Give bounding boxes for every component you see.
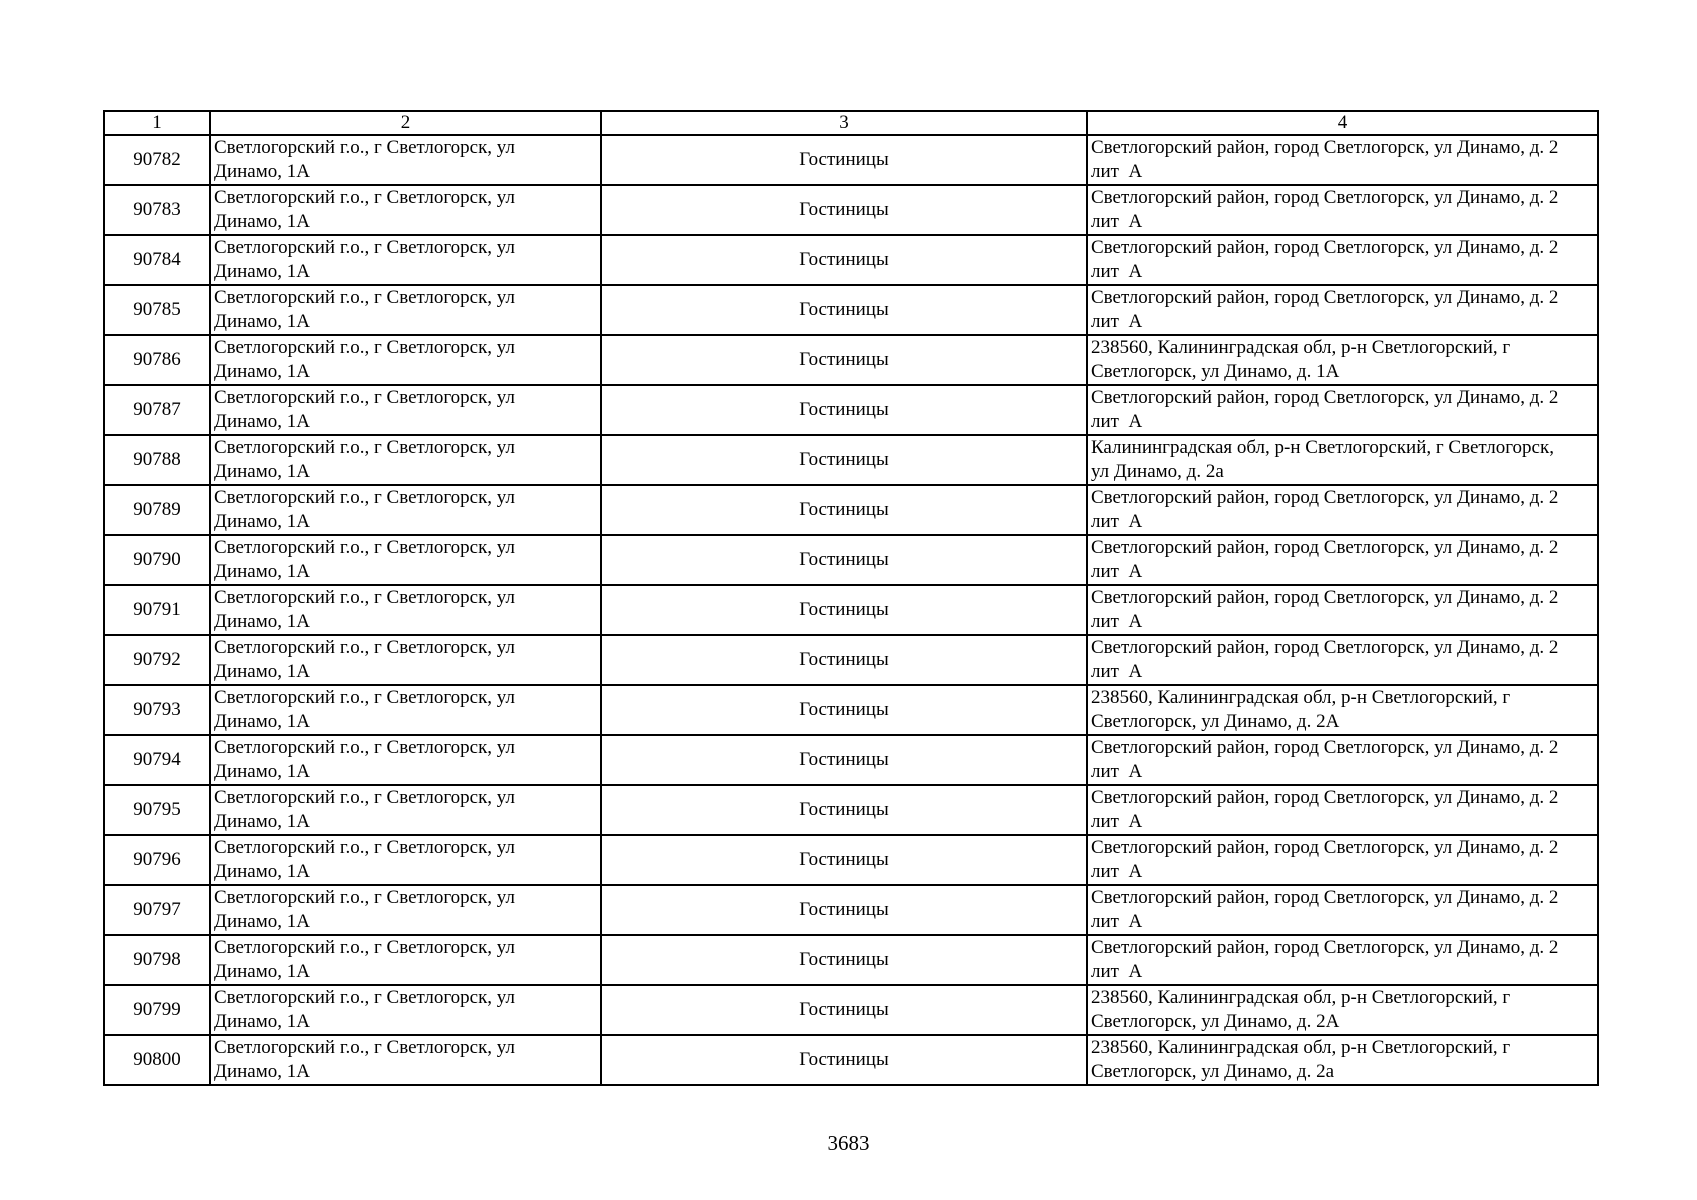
- row-number: 90794: [104, 735, 210, 785]
- location-cell: Светлогорский г.о., г Светлогорск, ул Динамо, 1А: [210, 935, 601, 985]
- category-cell: Гостиницы: [601, 135, 1087, 185]
- row-number: 90790: [104, 535, 210, 585]
- row-number: 90798: [104, 935, 210, 985]
- category-cell: Гостиницы: [601, 485, 1087, 535]
- location-cell: Светлогорский г.о., г Светлогорск, ул Динамо, 1А: [210, 1035, 601, 1085]
- address-cell: Светлогорский район, город Светлогорск, ул Динамо, д. 2 лит А: [1087, 485, 1598, 535]
- row-number: 90792: [104, 635, 210, 685]
- category-cell: Гостиницы: [601, 235, 1087, 285]
- row-number: 90783: [104, 185, 210, 235]
- category-cell: Гостиницы: [601, 285, 1087, 335]
- address-cell: Светлогорский район, город Светлогорск, ул Динамо, д. 2 лит А: [1087, 835, 1598, 885]
- location-cell: Светлогорский г.о., г Светлогорск, ул Динамо, 1А: [210, 785, 601, 835]
- table-header: [104, 111, 1598, 135]
- row-number: 90789: [104, 485, 210, 535]
- category-cell: Гостиницы: [601, 985, 1087, 1035]
- category-cell: Гостиницы: [601, 685, 1087, 735]
- registry-table: [103, 110, 1599, 1086]
- row-number: 90796: [104, 835, 210, 885]
- row-number: 90784: [104, 235, 210, 285]
- location-cell: Светлогорский г.о., г Светлогорск, ул Динамо, 1А: [210, 285, 601, 335]
- address-cell: Светлогорский район, город Светлогорск, ул Динамо, д. 2 лит А: [1087, 935, 1598, 985]
- row-number: 90787: [104, 385, 210, 435]
- location-cell: Светлогорский г.о., г Светлогорск, ул Динамо, 1А: [210, 435, 601, 485]
- table-row: [104, 635, 1598, 685]
- table-row: [104, 285, 1598, 335]
- row-number: 90797: [104, 885, 210, 935]
- table-row: [104, 735, 1598, 785]
- location-cell: Светлогорский г.о., г Светлогорск, ул Динамо, 1А: [210, 635, 601, 685]
- location-cell: Светлогорский г.о., г Светлогорск, ул Динамо, 1А: [210, 485, 601, 535]
- address-cell: Светлогорский район, город Светлогорск, ул Динамо, д. 2 лит А: [1087, 585, 1598, 635]
- table-row: [104, 1035, 1598, 1085]
- category-cell: Гостиницы: [601, 435, 1087, 485]
- table-row: [104, 185, 1598, 235]
- address-cell: 238560, Калининградская обл, р-н Светлогорский, г Светлогорск, ул Динамо, д. 1А: [1087, 335, 1598, 385]
- table-row: [104, 135, 1598, 185]
- location-cell: Светлогорский г.о., г Светлогорск, ул Динамо, 1А: [210, 835, 601, 885]
- address-cell: Светлогорский район, город Светлогорск, ул Динамо, д. 2 лит А: [1087, 885, 1598, 935]
- address-cell: Светлогорский район, город Светлогорск, ул Динамо, д. 2 лит А: [1087, 385, 1598, 435]
- location-cell: Светлогорский г.о., г Светлогорск, ул Динамо, 1А: [210, 235, 601, 285]
- location-cell: Светлогорский г.о., г Светлогорск, ул Динамо, 1А: [210, 185, 601, 235]
- column-header-4: 4: [1087, 111, 1598, 135]
- location-cell: Светлогорский г.о., г Светлогорск, ул Динамо, 1А: [210, 985, 601, 1035]
- category-cell: Гостиницы: [601, 835, 1087, 885]
- location-cell: Светлогорский г.о., г Светлогорск, ул Динамо, 1А: [210, 385, 601, 435]
- location-cell: Светлогорский г.о., г Светлогорск, ул Динамо, 1А: [210, 335, 601, 385]
- column-header-3: 3: [601, 111, 1087, 135]
- page-number: 3683: [827, 1131, 870, 1155]
- category-cell: Гостиницы: [601, 585, 1087, 635]
- address-cell: Светлогорский район, город Светлогорск, ул Динамо, д. 2 лит А: [1087, 535, 1598, 585]
- location-cell: Светлогорский г.о., г Светлогорск, ул Динамо, 1А: [210, 685, 601, 735]
- category-cell: Гостиницы: [601, 1035, 1087, 1085]
- address-cell: Светлогорский район, город Светлогорск, ул Динамо, д. 2 лит А: [1087, 635, 1598, 685]
- category-cell: Гостиницы: [601, 885, 1087, 935]
- category-cell: Гостиницы: [601, 785, 1087, 835]
- address-cell: Светлогорский район, город Светлогорск, ул Динамо, д. 2 лит А: [1087, 785, 1598, 835]
- row-number: 90800: [104, 1035, 210, 1085]
- table-row: [104, 885, 1598, 935]
- location-cell: Светлогорский г.о., г Светлогорск, ул Динамо, 1А: [210, 885, 601, 935]
- header-row: [104, 111, 1598, 135]
- address-cell: Светлогорский район, город Светлогорск, ул Динамо, д. 2 лит А: [1087, 185, 1598, 235]
- address-cell: Светлогорский район, город Светлогорск, ул Динамо, д. 2 лит А: [1087, 135, 1598, 185]
- row-number: 90791: [104, 585, 210, 635]
- row-number: 90788: [104, 435, 210, 485]
- category-cell: Гостиницы: [601, 385, 1087, 435]
- address-cell: Калининградская обл, р-н Светлогорский, г Светлогорск, ул Динамо, д. 2а: [1087, 435, 1598, 485]
- category-cell: Гостиницы: [601, 535, 1087, 585]
- table-row: [104, 835, 1598, 885]
- table-row: [104, 935, 1598, 985]
- address-cell: Светлогорский район, город Светлогорск, ул Динамо, д. 2 лит А: [1087, 235, 1598, 285]
- category-cell: Гостиницы: [601, 935, 1087, 985]
- table-row: [104, 685, 1598, 735]
- table-row: [104, 535, 1598, 585]
- category-cell: Гостиницы: [601, 185, 1087, 235]
- row-number: 90786: [104, 335, 210, 385]
- table-row: [104, 785, 1598, 835]
- location-cell: Светлогорский г.о., г Светлогорск, ул Динамо, 1А: [210, 585, 601, 635]
- table-row: [104, 985, 1598, 1035]
- row-number: 90793: [104, 685, 210, 735]
- column-header-1: 1: [104, 111, 210, 135]
- table-row: [104, 485, 1598, 535]
- location-cell: Светлогорский г.о., г Светлогорск, ул Динамо, 1А: [210, 135, 601, 185]
- address-cell: 238560, Калининградская обл, р-н Светлогорский, г Светлогорск, ул Динамо, д. 2а: [1087, 1035, 1598, 1085]
- address-cell: Светлогорский район, город Светлогорск, ул Динамо, д. 2 лит А: [1087, 285, 1598, 335]
- address-cell: Светлогорский район, город Светлогорск, ул Динамо, д. 2 лит А: [1087, 735, 1598, 785]
- row-number: 90799: [104, 985, 210, 1035]
- address-cell: 238560, Калининградская обл, р-н Светлогорский, г Светлогорск, ул Динамо, д. 2А: [1087, 685, 1598, 735]
- column-header-2: 2: [210, 111, 601, 135]
- table-row: [104, 385, 1598, 435]
- location-cell: Светлогорский г.о., г Светлогорск, ул Динамо, 1А: [210, 735, 601, 785]
- row-number: 90782: [104, 135, 210, 185]
- table-row: [104, 235, 1598, 285]
- table-row: [104, 585, 1598, 635]
- row-number: 90785: [104, 285, 210, 335]
- location-cell: Светлогорский г.о., г Светлогорск, ул Динамо, 1А: [210, 535, 601, 585]
- category-cell: Гостиницы: [601, 635, 1087, 685]
- table-row: [104, 435, 1598, 485]
- table-row: [104, 335, 1598, 385]
- address-cell: 238560, Калининградская обл, р-н Светлогорский, г Светлогорск, ул Динамо, д. 2А: [1087, 985, 1598, 1035]
- table-body: [104, 135, 1598, 1085]
- row-number: 90795: [104, 785, 210, 835]
- category-cell: Гостиницы: [601, 335, 1087, 385]
- category-cell: Гостиницы: [601, 735, 1087, 785]
